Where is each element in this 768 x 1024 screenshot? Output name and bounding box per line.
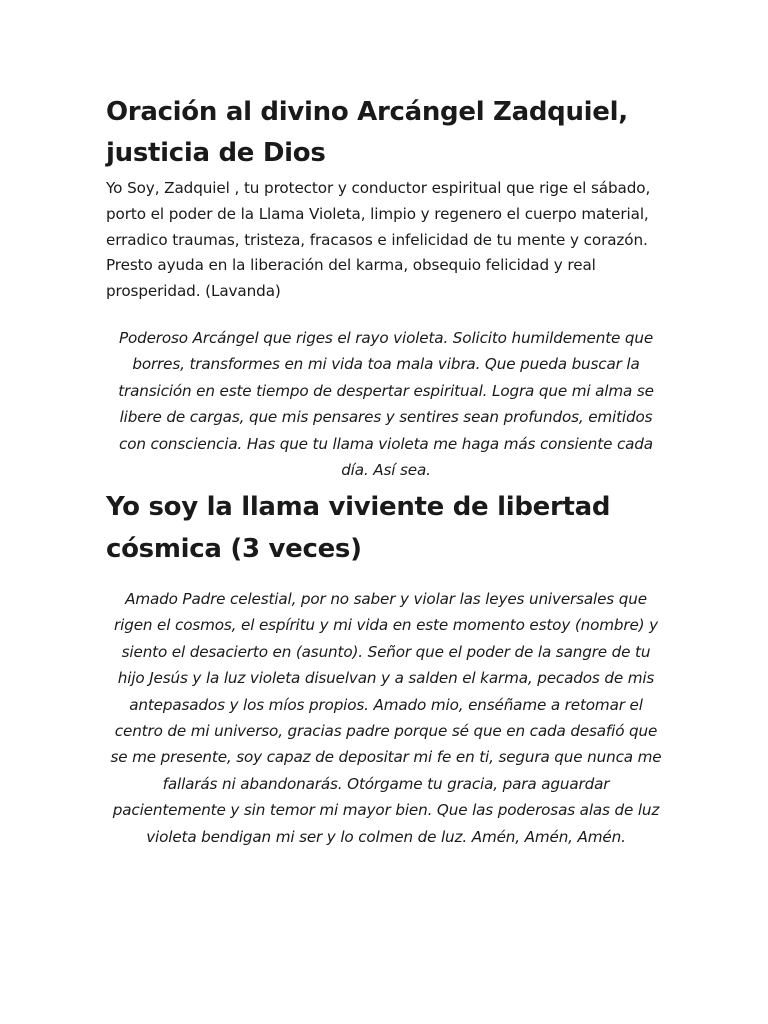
intro-paragraph: Yo Soy, Zadquiel , tu protector y conductor espiritual que rige el sábado, porto el poder de la Llama Violeta, limpio y regenero el cuerpo material, erradico traumas, tristeza, fracasos e infelicidad de tu mente y corazón. Presto ayuda en la liberación del karma, obsequio felicidad y real prosperidad. (Lavanda) [106,179,651,301]
document-title-line1: Oración al divino Arcángel Zadquiel, [106,97,628,127]
document-title-line2: justicia de Dios [106,138,326,168]
prayer-paragraph-1: Poderoso Arcángel que riges el rayo violeta. Solicito humildemente que borres, transformes en mi vida toa mala vibra. Que pueda buscar la transición en este tiempo de despertar espiritual. Logra que mi alma se libere de cargas, que mis pensares y sentires sean profundos, emitidos con consciencia. Has que tu llama violeta me haga más consiente cada día. Así sea. [118,328,654,480]
document-page [106,92,666,850]
section-heading-line2: cósmica (3 veces) [106,533,362,564]
section-heading [106,486,666,570]
prayer-paragraph-2: Amado Padre celestial, por no saber y violar las leyes universales que rigen el cosmos, el espíritu y mi vida en este momento estoy (nombre) y siento el desacierto en (asunto). Señor que el poder de la sangre de tu hijo Jesús y la luz violeta disuelvan y a salden el karma, pecados de mis antepasados y los míos propios. Amado mio, enséñame a retomar el centro de mi universo, gracias padre porque sé que en cada desafió que se me presente, soy capaz de depositar mi fe en ti, segura que nunca me fallarás ni abandonarás. Otórgame tu gracia, para aguardar pacientemente y sin temor mi mayor bien. Que las poderosas alas de luz violeta bendigan mi ser y lo colmen de luz. Amén, Amén, Amén. [110,589,662,846]
document-title [106,92,666,174]
section-heading-line1: Yo soy la llama viviente de libertad [106,491,611,522]
